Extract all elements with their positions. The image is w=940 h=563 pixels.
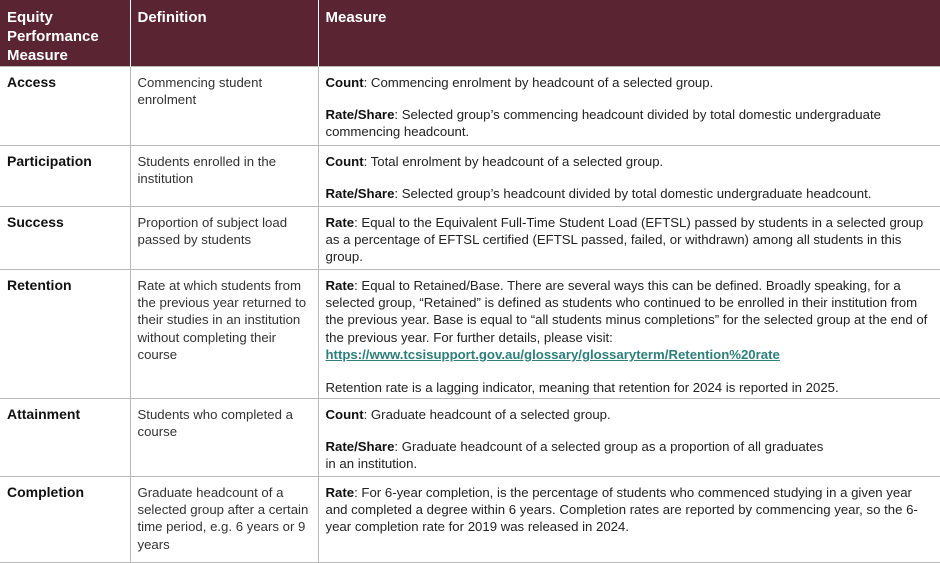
measure-paragraph xyxy=(326,185,934,202)
definition-cell: Students enrolled in the institution xyxy=(130,145,318,206)
measure-text: : Selected group’s commencing headcount divided by total domestic undergraduate commencing headcount. xyxy=(325,106,881,140)
measure-label: Rate/Share xyxy=(325,185,395,201)
header-equity-measure: Equity Performance Measure xyxy=(0,0,130,66)
measure-paragraph xyxy=(326,379,934,396)
measure-label: Rate xyxy=(325,277,355,293)
measure-label: Count xyxy=(325,406,364,422)
definition-cell: Commencing student enrolment xyxy=(130,66,318,145)
definition-cell: Proportion of subject load passed by students xyxy=(130,206,318,269)
measure-cell xyxy=(318,269,940,398)
table-row xyxy=(0,66,940,145)
measure-text: Retention rate is a lagging indicator, meaning that retention for 2024 is reported in 2025. xyxy=(325,379,839,395)
table-row xyxy=(0,398,940,476)
measure-name: Retention xyxy=(0,269,130,398)
measure-label: Rate/Share xyxy=(325,106,395,122)
measure-paragraph xyxy=(326,438,934,473)
measure-text: : Graduate headcount of a selected group as a proportion of all graduates xyxy=(394,438,824,454)
measure-name: Attainment xyxy=(0,398,130,476)
measure-text: : Equal to Retained/Base. There are several ways this can be defined. Broadly speaking, for a selected group, “Retained” is defined as students who continued to be enrolled in their institution from the previous year. Base is equal to “all students minus completions” for the selected group at the end of the previous year. For further details, please visit: xyxy=(325,277,928,345)
measure-label: Rate xyxy=(325,214,355,230)
tcsi-retention-link[interactable]: https://www.tcsisupport.gov.au/glossary/glossaryterm/Retention%20rate xyxy=(325,347,780,363)
measure-label: Count xyxy=(325,74,364,90)
measure-cell xyxy=(318,66,940,145)
header-definition: Definition xyxy=(130,0,318,66)
measure-cell xyxy=(318,476,940,562)
table-row xyxy=(0,269,940,398)
measure-paragraph xyxy=(326,406,934,423)
measure-text: : Total enrolment by headcount of a selected group. xyxy=(363,153,664,169)
table-row xyxy=(0,476,940,562)
measure-cell xyxy=(318,206,940,269)
measure-name: Access xyxy=(0,66,130,145)
measure-name: Participation xyxy=(0,145,130,206)
measure-cell xyxy=(318,398,940,476)
measure-paragraph xyxy=(326,74,934,91)
measure-label: Rate/Share xyxy=(325,438,395,454)
measure-text: in an institution. xyxy=(325,456,418,472)
measure-label: Count xyxy=(325,153,364,169)
header-measure: Measure xyxy=(318,0,940,66)
measure-text: : Commencing enrolment by headcount of a selected group. xyxy=(363,74,714,90)
measure-paragraph xyxy=(326,484,934,536)
measure-text: : Selected group’s headcount divided by total domestic undergraduate headcount. xyxy=(394,185,872,201)
measure-paragraph xyxy=(326,153,934,170)
measure-name: Completion xyxy=(0,476,130,562)
table-row xyxy=(0,206,940,269)
measure-paragraph xyxy=(326,277,934,364)
measure-text: : For 6-year completion, is the percentage of students who commenced studying in a given year and completed a degree within 6 years. Completion rates are reported by commencing year, so the 6-year completion rate for 2019 was released in 2024. xyxy=(325,484,918,535)
measure-text: : Graduate headcount of a selected group. xyxy=(363,406,611,422)
measure-cell xyxy=(318,145,940,206)
measure-text: : Equal to the Equivalent Full-Time Student Load (EFTSL) passed by students in a selected group as a percentage of EFTSL certified (EFTSL passed, failed, or withdrawn) among all students in this group. xyxy=(325,214,924,265)
definition-cell: Students who completed a course xyxy=(130,398,318,476)
measure-label: Rate xyxy=(325,484,355,500)
measure-paragraph xyxy=(326,214,934,266)
table-row xyxy=(0,145,940,206)
measure-paragraph xyxy=(326,106,934,141)
definition-cell: Rate at which students from the previous year returned to their studies in an institution without completing their course xyxy=(130,269,318,398)
definition-cell: Graduate headcount of a selected group after a certain time period, e.g. 6 years or 9 years xyxy=(130,476,318,562)
header-row xyxy=(0,0,940,66)
measure-name: Success xyxy=(0,206,130,269)
